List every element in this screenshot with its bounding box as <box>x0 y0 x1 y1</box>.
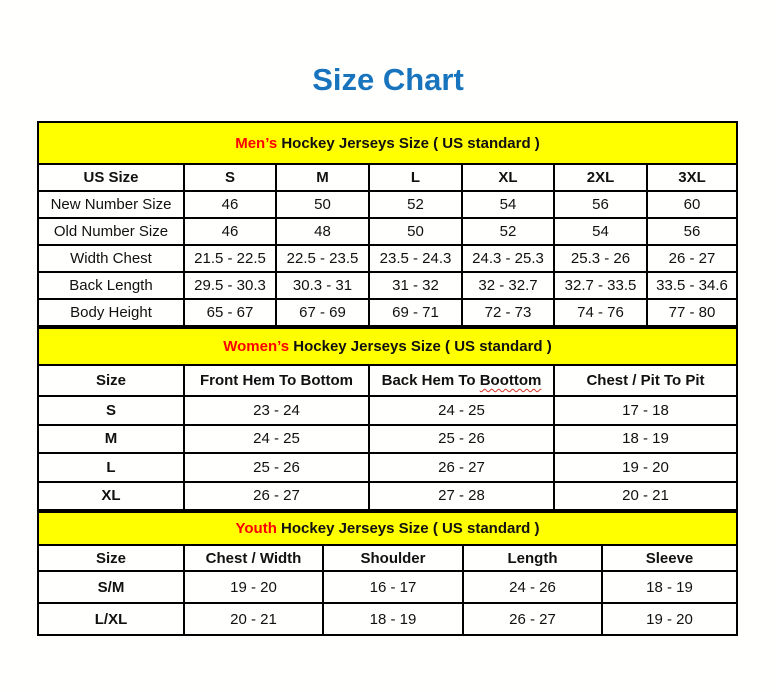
row-label: S/M <box>38 571 184 603</box>
size-value-cell: 52 <box>369 191 462 218</box>
size-value-cell: 26 - 27 <box>647 245 737 272</box>
column-header: M <box>276 164 369 191</box>
column-header: Front Hem To Bottom <box>184 365 369 396</box>
column-header: L <box>369 164 462 191</box>
size-value-cell: 23 - 24 <box>184 396 369 425</box>
size-chart <box>37 121 738 636</box>
size-value-cell: 18 - 19 <box>602 571 737 603</box>
row-label: M <box>38 425 184 454</box>
table-row <box>38 603 737 635</box>
youth-banner-row <box>38 512 737 545</box>
size-value-cell: 46 <box>184 191 276 218</box>
size-value-cell: 54 <box>554 218 647 245</box>
size-value-cell: 19 - 20 <box>602 603 737 635</box>
row-label: Width Chest <box>38 245 184 272</box>
table-row <box>38 396 737 425</box>
size-value-cell: 26 - 27 <box>463 603 602 635</box>
table-row <box>38 453 737 482</box>
column-header: Chest / Width <box>184 545 323 571</box>
size-value-cell: 56 <box>647 218 737 245</box>
size-value-cell: 27 - 28 <box>369 482 554 511</box>
size-value-cell: 24 - 25 <box>184 425 369 454</box>
size-value-cell: 74 - 76 <box>554 299 647 326</box>
size-value-cell: 50 <box>369 218 462 245</box>
size-value-cell: 26 - 27 <box>184 482 369 511</box>
row-label: Old Number Size <box>38 218 184 245</box>
table-row <box>38 218 737 245</box>
column-header: S <box>184 164 276 191</box>
size-value-cell: 52 <box>462 218 554 245</box>
column-header-text: Back Hem To <box>381 372 480 389</box>
womens-section-banner <box>38 328 737 365</box>
column-header: Length <box>463 545 602 571</box>
column-header <box>369 365 554 396</box>
size-value-cell: 24 - 26 <box>463 571 602 603</box>
table-row <box>38 482 737 511</box>
column-header: 2XL <box>554 164 647 191</box>
row-label: Back Length <box>38 272 184 299</box>
size-value-cell: 17 - 18 <box>554 396 737 425</box>
size-value-cell: 23.5 - 24.3 <box>369 245 462 272</box>
size-value-cell: 25.3 - 26 <box>554 245 647 272</box>
youth-section-banner <box>38 512 737 545</box>
row-label: XL <box>38 482 184 511</box>
size-value-cell: 31 - 32 <box>369 272 462 299</box>
column-header: XL <box>462 164 554 191</box>
youth-size-table <box>37 511 738 636</box>
mens-section-banner <box>38 122 737 164</box>
size-value-cell: 18 - 19 <box>554 425 737 454</box>
size-value-cell: 21.5 - 22.5 <box>184 245 276 272</box>
column-header: Chest / Pit To Pit <box>554 365 737 396</box>
size-value-cell: 32.7 - 33.5 <box>554 272 647 299</box>
size-value-cell: 46 <box>184 218 276 245</box>
size-value-cell: 19 - 20 <box>184 571 323 603</box>
misspelled-word-squiggle: Boottom <box>479 372 542 389</box>
size-value-cell: 24.3 - 25.3 <box>462 245 554 272</box>
table-row <box>38 191 737 218</box>
womens-header-row <box>38 365 737 396</box>
column-header: Size <box>38 545 184 571</box>
row-label: L/XL <box>38 603 184 635</box>
column-header: Sleeve <box>602 545 737 571</box>
size-value-cell: 26 - 27 <box>369 453 554 482</box>
size-value-cell: 24 - 25 <box>369 396 554 425</box>
size-value-cell: 33.5 - 34.6 <box>647 272 737 299</box>
womens-banner-text: Hockey Jerseys Size ( US standard ) <box>289 338 552 355</box>
youth-header-row <box>38 545 737 571</box>
column-header: US Size <box>38 164 184 191</box>
table-row <box>38 571 737 603</box>
table-row <box>38 299 737 326</box>
size-value-cell: 67 - 69 <box>276 299 369 326</box>
size-value-cell: 77 - 80 <box>647 299 737 326</box>
size-value-cell: 29.5 - 30.3 <box>184 272 276 299</box>
womens-size-table <box>37 327 738 511</box>
size-value-cell: 60 <box>647 191 737 218</box>
youth-banner-text: Hockey Jerseys Size ( US standard ) <box>276 520 540 537</box>
size-value-cell: 18 - 19 <box>323 603 463 635</box>
column-header: Size <box>38 365 184 396</box>
womens-banner-highlight: Women’s <box>223 338 290 355</box>
page-title: Size Chart <box>312 62 464 97</box>
size-value-cell: 16 - 17 <box>323 571 463 603</box>
size-value-cell: 20 - 21 <box>184 603 323 635</box>
size-value-cell: 72 - 73 <box>462 299 554 326</box>
size-value-cell: 65 - 67 <box>184 299 276 326</box>
size-value-cell: 20 - 21 <box>554 482 737 511</box>
size-value-cell: 54 <box>462 191 554 218</box>
youth-banner-highlight: Youth <box>235 520 277 537</box>
column-header: Shoulder <box>323 545 463 571</box>
size-value-cell: 19 - 20 <box>554 453 737 482</box>
mens-banner-text: Hockey Jerseys Size ( US standard ) <box>277 134 540 152</box>
mens-banner-highlight: Men’s <box>235 134 278 152</box>
size-value-cell: 69 - 71 <box>369 299 462 326</box>
table-row <box>38 245 737 272</box>
size-value-cell: 32 - 32.7 <box>462 272 554 299</box>
row-label: Body Height <box>38 299 184 326</box>
size-value-cell: 30.3 - 31 <box>276 272 369 299</box>
column-header: 3XL <box>647 164 737 191</box>
row-label: S <box>38 396 184 425</box>
mens-header-row <box>38 164 737 191</box>
table-row <box>38 425 737 454</box>
size-value-cell: 25 - 26 <box>184 453 369 482</box>
table-row <box>38 272 737 299</box>
size-value-cell: 25 - 26 <box>369 425 554 454</box>
size-value-cell: 22.5 - 23.5 <box>276 245 369 272</box>
mens-size-table <box>37 121 738 327</box>
size-value-cell: 50 <box>276 191 369 218</box>
mens-banner-row <box>38 122 737 164</box>
row-label: New Number Size <box>38 191 184 218</box>
size-value-cell: 48 <box>276 218 369 245</box>
row-label: L <box>38 453 184 482</box>
womens-banner-row <box>38 328 737 365</box>
size-value-cell: 56 <box>554 191 647 218</box>
